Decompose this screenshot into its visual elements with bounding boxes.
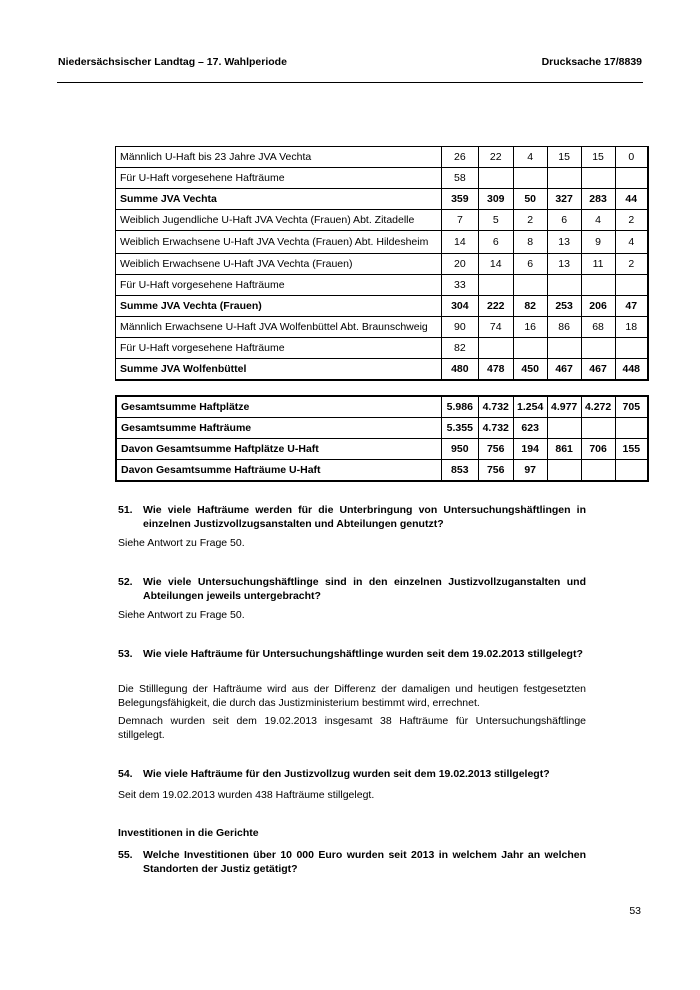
value-cell: 950 <box>441 439 478 460</box>
row-label: Summe JVA Wolfenbüttel <box>116 359 442 381</box>
table-row <box>116 147 649 168</box>
value-cell: 97 <box>513 460 547 482</box>
table-row <box>116 317 649 338</box>
question-51 <box>118 503 586 531</box>
question-52 <box>118 575 586 603</box>
header-divider <box>57 82 643 83</box>
value-cell <box>478 275 513 296</box>
value-cell: 194 <box>513 439 547 460</box>
question-text: Wie viele Hafträume für den Justizvollzug wurden seit dem 19.02.2013 stillgelegt? <box>143 768 550 780</box>
page-number: 53 <box>629 905 641 917</box>
row-label: Für U-Haft vorgesehene Hafträume <box>116 275 442 296</box>
value-cell <box>513 168 547 189</box>
question-text: Wie viele Untersuchungshäftlinge sind in den einzelnen Justizvollzuganstalten und Abteilungen jeweils untergebracht? <box>143 576 586 602</box>
value-cell: 44 <box>615 189 648 210</box>
table-row <box>116 359 649 381</box>
value-cell: 2 <box>615 210 648 231</box>
value-cell: 5.355 <box>441 418 478 439</box>
row-label: Summe JVA Vechta <box>116 189 442 210</box>
value-cell: 11 <box>581 254 615 275</box>
value-cell: 26 <box>441 147 478 168</box>
value-cell <box>615 460 648 482</box>
value-cell: 467 <box>547 359 581 381</box>
answer-51: Siehe Antwort zu Frage 50. <box>118 537 245 549</box>
table-row <box>116 275 649 296</box>
value-cell: 0 <box>615 147 648 168</box>
value-cell: 253 <box>547 296 581 317</box>
value-cell <box>547 168 581 189</box>
section-heading: Investitionen in die Gerichte <box>118 827 259 839</box>
value-cell: 9 <box>581 231 615 254</box>
question-55 <box>118 848 586 876</box>
value-cell <box>547 275 581 296</box>
value-cell: 155 <box>615 439 648 460</box>
value-cell <box>547 460 581 482</box>
question-number: 54. <box>118 768 133 780</box>
facility-table <box>115 146 649 381</box>
question-number: 53. <box>118 648 133 660</box>
value-cell: 5.986 <box>441 396 478 418</box>
value-cell: 309 <box>478 189 513 210</box>
row-label: Gesamtsumme Haftplätze <box>116 396 441 418</box>
totals-row <box>116 418 648 439</box>
value-cell: 8 <box>513 231 547 254</box>
value-cell: 15 <box>581 147 615 168</box>
value-cell <box>547 418 581 439</box>
totals-row <box>116 396 648 418</box>
value-cell: 756 <box>478 439 513 460</box>
value-cell: 5 <box>478 210 513 231</box>
row-label: Summe JVA Vechta (Frauen) <box>116 296 442 317</box>
answer-52: Siehe Antwort zu Frage 50. <box>118 609 245 621</box>
row-label: Weiblich Jugendliche U-Haft JVA Vechta (Frauen) Abt. Zitadelle <box>116 210 442 231</box>
value-cell: 4 <box>581 210 615 231</box>
value-cell: 90 <box>441 317 478 338</box>
table-row <box>116 168 649 189</box>
value-cell: 480 <box>441 359 478 381</box>
value-cell <box>547 338 581 359</box>
value-cell: 623 <box>513 418 547 439</box>
value-cell <box>513 275 547 296</box>
value-cell: 4.977 <box>547 396 581 418</box>
value-cell: 853 <box>441 460 478 482</box>
value-cell: 6 <box>547 210 581 231</box>
totals-row <box>116 460 648 482</box>
question-text: Welche Investitionen über 10 000 Euro wurden seit 2013 in welchem Jahr an welchen Standorten der Justiz getätigt? <box>143 849 586 875</box>
totals-row <box>116 439 648 460</box>
question-53 <box>118 647 586 661</box>
row-label: Für U-Haft vorgesehene Hafträume <box>116 338 442 359</box>
value-cell: 2 <box>513 210 547 231</box>
table-row <box>116 189 649 210</box>
value-cell: 222 <box>478 296 513 317</box>
question-number: 55. <box>118 849 133 861</box>
value-cell <box>513 338 547 359</box>
value-cell: 68 <box>581 317 615 338</box>
row-label: Davon Gesamtsumme Hafträume U-Haft <box>116 460 441 482</box>
value-cell: 283 <box>581 189 615 210</box>
answer-54: Seit dem 19.02.2013 wurden 438 Hafträume stillgelegt. <box>118 789 375 801</box>
value-cell: 16 <box>513 317 547 338</box>
value-cell: 450 <box>513 359 547 381</box>
value-cell: 327 <box>547 189 581 210</box>
value-cell: 861 <box>547 439 581 460</box>
value-cell: 706 <box>581 439 615 460</box>
document-number: Drucksache 17/8839 <box>541 56 642 68</box>
value-cell: 4.732 <box>478 418 513 439</box>
value-cell: 86 <box>547 317 581 338</box>
question-54 <box>118 767 586 781</box>
answer-53-paragraph-1: Die Stilllegung der Hafträume wird aus der Differenz der damaligen und heutigen festgesetzten Belegungsfähigkeit, die durch das Justizministerium bestimmt wird, errechnet. <box>118 683 586 709</box>
value-cell: 467 <box>581 359 615 381</box>
row-label: Männlich Erwachsene U-Haft JVA Wolfenbüttel Abt. Braunschweig <box>116 317 442 338</box>
row-label: Für U-Haft vorgesehene Hafträume <box>116 168 442 189</box>
answer-53-paragraph-2: Demnach wurden seit dem 19.02.2013 insgesamt 38 Hafträume für Untersuchungshäftlinge stillgelegt. <box>118 715 586 741</box>
question-number: 51. <box>118 504 133 516</box>
value-cell: 13 <box>547 231 581 254</box>
value-cell: 756 <box>478 460 513 482</box>
value-cell <box>581 168 615 189</box>
value-cell <box>581 418 615 439</box>
value-cell: 705 <box>615 396 648 418</box>
value-cell: 14 <box>441 231 478 254</box>
value-cell: 22 <box>478 147 513 168</box>
value-cell <box>478 338 513 359</box>
value-cell: 359 <box>441 189 478 210</box>
value-cell: 1.254 <box>513 396 547 418</box>
value-cell <box>581 275 615 296</box>
value-cell <box>615 168 648 189</box>
value-cell: 2 <box>615 254 648 275</box>
value-cell: 6 <box>513 254 547 275</box>
question-number: 52. <box>118 576 133 588</box>
row-label: Davon Gesamtsumme Haftplätze U-Haft <box>116 439 441 460</box>
value-cell: 33 <box>441 275 478 296</box>
value-cell: 7 <box>441 210 478 231</box>
value-cell: 15 <box>547 147 581 168</box>
table-row <box>116 254 649 275</box>
row-label: Weiblich Erwachsene U-Haft JVA Vechta (Frauen) Abt. Hildesheim <box>116 231 442 254</box>
question-text: Wie viele Hafträume für Untersuchungshäftlinge wurden seit dem 19.02.2013 stillgelegt? <box>143 648 583 660</box>
value-cell: 4.732 <box>478 396 513 418</box>
value-cell: 50 <box>513 189 547 210</box>
row-label: Weiblich Erwachsene U-Haft JVA Vechta (Frauen) <box>116 254 442 275</box>
value-cell: 82 <box>441 338 478 359</box>
totals-table <box>115 395 649 482</box>
value-cell <box>615 338 648 359</box>
value-cell: 478 <box>478 359 513 381</box>
value-cell: 58 <box>441 168 478 189</box>
row-label: Gesamtsumme Hafträume <box>116 418 441 439</box>
value-cell: 6 <box>478 231 513 254</box>
value-cell <box>615 275 648 296</box>
value-cell: 18 <box>615 317 648 338</box>
table-row <box>116 338 649 359</box>
row-label: Männlich U-Haft bis 23 Jahre JVA Vechta <box>116 147 442 168</box>
header-title: Niedersächsischer Landtag – 17. Wahlperiode <box>58 56 287 68</box>
table-row <box>116 231 649 254</box>
question-text: Wie viele Hafträume werden für die Unterbringung von Untersuchungshäftlingen in einzelnen Justizvollzugsanstalten und Abteilungen genutzt? <box>143 504 586 530</box>
value-cell: 82 <box>513 296 547 317</box>
value-cell: 304 <box>441 296 478 317</box>
value-cell: 4 <box>615 231 648 254</box>
value-cell: 448 <box>615 359 648 381</box>
value-cell <box>581 460 615 482</box>
value-cell <box>615 418 648 439</box>
value-cell: 74 <box>478 317 513 338</box>
value-cell <box>581 338 615 359</box>
value-cell: 47 <box>615 296 648 317</box>
value-cell: 20 <box>441 254 478 275</box>
value-cell: 206 <box>581 296 615 317</box>
value-cell: 4.272 <box>581 396 615 418</box>
table-row <box>116 296 649 317</box>
value-cell: 4 <box>513 147 547 168</box>
value-cell <box>478 168 513 189</box>
value-cell: 14 <box>478 254 513 275</box>
value-cell: 13 <box>547 254 581 275</box>
table-row <box>116 210 649 231</box>
